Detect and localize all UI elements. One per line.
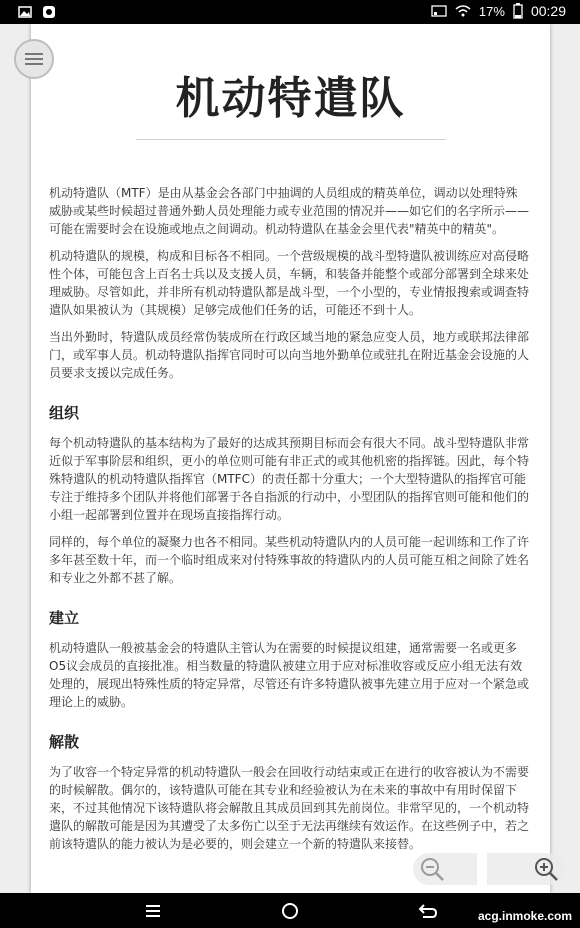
zoom-out-icon[interactable]: [419, 856, 445, 882]
zoom-control[interactable]: [413, 853, 565, 885]
back-icon[interactable]: [418, 901, 438, 921]
intro-paragraph: 机动特遣队的规模，构成和目标各不相同。一个营级规模的战斗型特遣队被训练应对高侵略性个体，可能包含上百名士兵以及支援人员，车辆，和装备并能整个或部分部署到全球来处理威胁。尽管如此，并非所有机动特遣队都是战斗型，一个小型的，专业情报搜索或调查特遣队如果被认为（其规模）足够完成他们任务的话，可能还不到十人。: [49, 249, 530, 317]
status-bar: [0, 0, 580, 24]
hamburger-menu-icon: [25, 53, 43, 65]
recents-icon[interactable]: [143, 901, 163, 921]
section-heading: 解散: [49, 733, 80, 751]
battery-icon: [513, 3, 523, 19]
section-heading: 组织: [49, 404, 80, 422]
watermark: acg.inmoke.com: [477, 909, 572, 923]
clock: 00:29: [530, 3, 566, 19]
wifi-icon: [455, 5, 471, 17]
article-content: [49, 184, 529, 862]
section-heading: 建立: [49, 609, 80, 627]
page-title: 机动特遣队: [175, 73, 406, 124]
notification-icons: [18, 5, 56, 19]
menu-button[interactable]: [14, 39, 54, 79]
app-notification-icon: [42, 5, 56, 19]
battery-percent: 17%: [478, 3, 505, 19]
section-paragraph: 每个机动特遣队的基本结构为了最好的达成其预期目标而会有很大不同。战斗型特遣队非常近似于军事阶层和组织，更小的单位则可能有非正式的或其他机密的指挥链。因此，每个特殊特遣队的机动特遣队指挥官（MTFC）的责任都十分重大；一个大型特遣队的指挥官可能专注于维持多个团队并将他们部署于各自指派的行动中，小型团队的指挥官则可能和他们的小组一起部署到位置并在现场直接指挥行动。: [49, 436, 530, 522]
status-right: [431, 3, 566, 19]
zoom-slider-thumb[interactable]: [477, 843, 487, 885]
intro-paragraph: 机动特遣队（MTF）是由从基金会各部门中抽调的人员组成的精英单位，调动以处理特殊威胁或某些时候超过普通外勤人员处理能力或专业范围的情况并——如它们的名字所示——可能在需要时会在设施或地点之间调动。机动特遣队在基金会里代表"精英中的精英"。: [49, 186, 530, 236]
section-paragraph: 同样的，每个单位的凝聚力也各不相同。某些机动特遣队内的人员可能一起训练和工作了许多年甚至数十年，而一个临时组成来对付特殊事故的特遣队内的人员可能互相之间除了姓名和专业之外都不甚了解。: [49, 535, 530, 585]
intro-paragraph: 当出外勤时，特遣队成员经常伪装成所在行政区域当地的紧急应变人员，地方或联邦法律部门，或军事人员。机动特遣队指挥官同时可以向当地外勤单位或驻扎在附近基金会设施的人员要求支援以完成任务。: [49, 330, 530, 380]
zoom-in-icon[interactable]: [533, 856, 559, 882]
title-divider: [136, 139, 446, 140]
gallery-icon: [18, 5, 32, 19]
cast-icon: [431, 5, 447, 17]
article-page[interactable]: [31, 24, 550, 893]
home-icon[interactable]: [280, 901, 300, 921]
section-paragraph: 机动特遣队一般被基金会的特遣队主管认为在需要的时候提议组建，通常需要一名或更多O5议会成员的直接批准。相当数量的特遣队被建立用于应对标准收容或反应小组无法有效处理的，展现出特殊性质的特定异常，尽管还有许多特遣队被事先建立用于应对一个紧急或理论上的威胁。: [49, 641, 530, 709]
section-paragraph: 为了收容一个特定异常的机动特遣队一般会在回收行动结束或正在进行的收容被认为不需要的时候解散。偶尔的，该特遣队可能在其专业和经验被认为在未来的事故中有用时保留下来，不过其他情况下该特遣队将会解散且其成员回到其先前岗位。非常罕见的，一个机动特遣队的解散可能是因为其遭受了太多伤亡以至于无法再继续有效运作。在这些例子中，若之前该特遣队的能力被认为是必要的，则会建立一个新的特遣队来接替。: [49, 765, 530, 851]
